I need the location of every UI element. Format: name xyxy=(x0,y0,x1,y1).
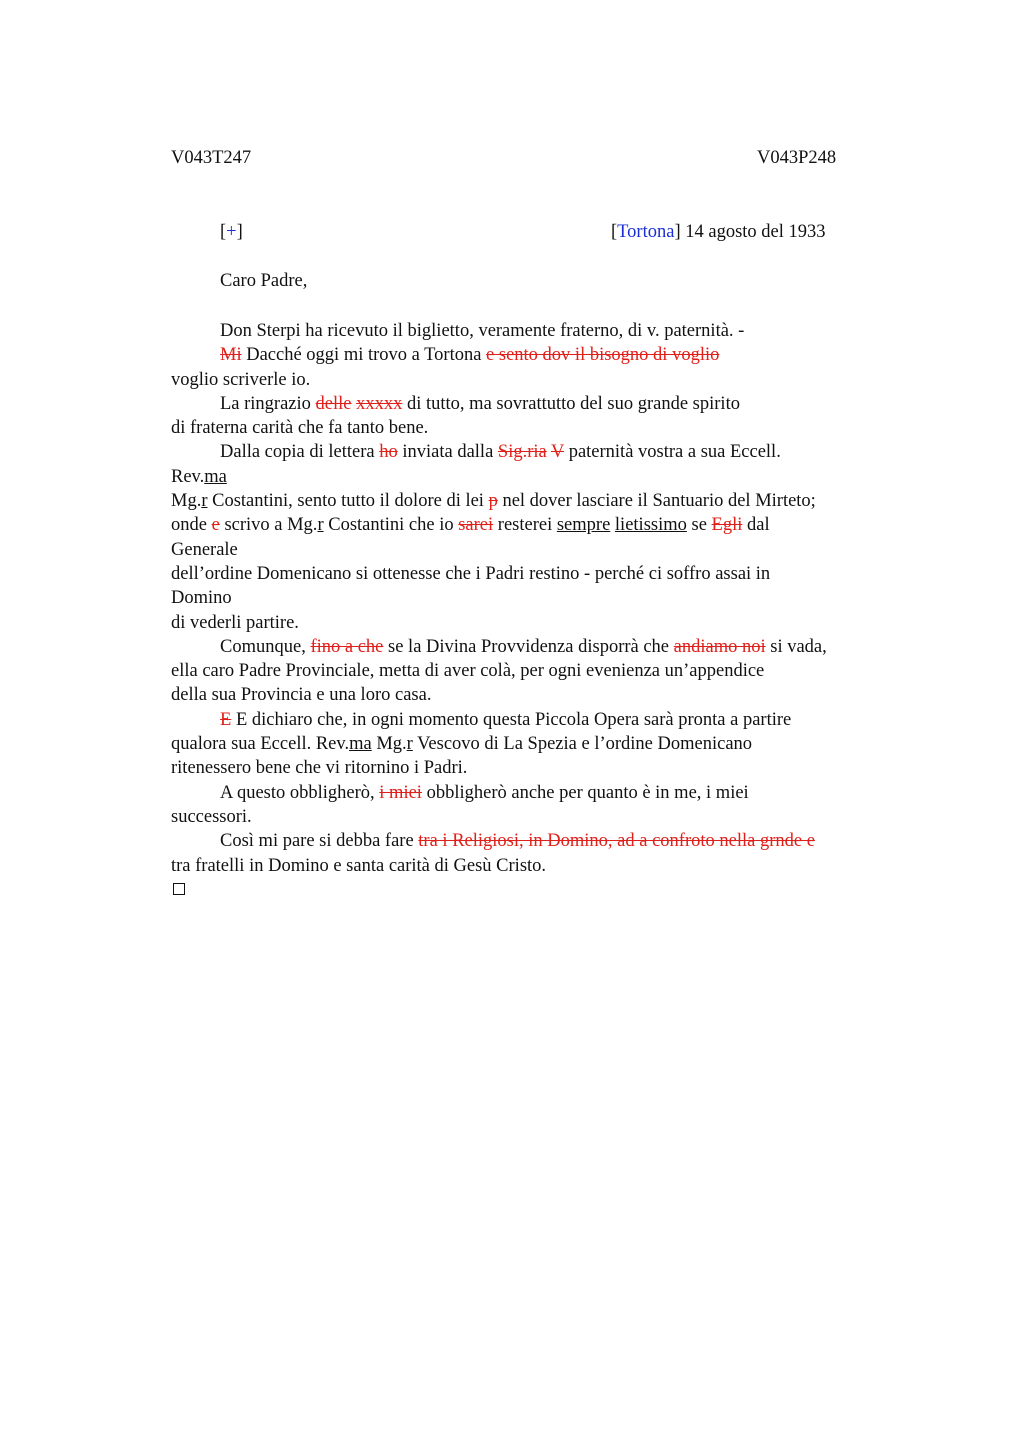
salutation: Caro Padre, xyxy=(220,271,308,291)
underlined-text: ma xyxy=(349,734,372,755)
letter-line: onde e scrivo a Mg.r Costantini che io sarei resterei sempre lietissimo se Egli dal xyxy=(171,515,770,536)
deleted-text: tra i Religiosi, in Domino, ad a confroto nella grnde e xyxy=(418,831,815,852)
letter-line: Così mi pare si debba fare tra i Religiosi, in Domino, ad a confroto nella grnde e xyxy=(220,831,815,852)
deleted-text: p xyxy=(488,491,498,512)
place-name: Tortona xyxy=(617,222,675,242)
deleted-text: e sento dov il bisogno di voglio xyxy=(486,345,720,366)
document-code-right: V043P248 xyxy=(757,148,837,168)
document-code-left: V043T247 xyxy=(171,148,252,168)
deleted-text: fino a che xyxy=(310,636,384,657)
deleted-text: delle xyxy=(315,393,352,414)
cross-symbol: + xyxy=(226,222,237,242)
deleted-text: E xyxy=(220,709,232,730)
letter-line: tra fratelli in Domino e santa carità di Gesù Cristo. xyxy=(171,855,547,876)
letter-line: La ringrazio delle xxxxx di tutto, ma sovrattutto del suo grande spirito xyxy=(220,393,740,414)
letter-line: della sua Provincia e una loro casa. xyxy=(171,685,432,706)
letter-line: di fraterna carità che fa tanto bene. xyxy=(171,418,429,439)
letter-line: dell’ordine Domenicano si ottenesse che i Padri restino - perché ci soffro assai in xyxy=(171,563,771,584)
letter-line: Don Sterpi ha ricevuto il biglietto, veramente fraterno, di v. paternità. - xyxy=(220,321,745,341)
deleted-text: sarei xyxy=(458,515,494,536)
underlined-text: ma xyxy=(204,466,227,487)
letter-line: ritenessero bene che vi ritornino i Padri. xyxy=(171,758,468,779)
underlined-text: lietissimo xyxy=(614,515,687,536)
letter-line: E E dichiaro che, in ogni momento questa Piccola Opera sarà pronta a partire xyxy=(220,709,792,730)
letter-line: Mi Dacché oggi mi trovo a Tortona e sento dov il bisogno di voglio xyxy=(220,345,720,366)
letter-line: ella caro Padre Provinciale, metta di aver colà, per ogni evenienza un’appendice xyxy=(171,661,765,682)
letter-line: Domino xyxy=(171,588,232,609)
letter-body xyxy=(171,319,931,878)
letter-line: Mg.r Costantini, sento tutto il dolore di lei p nel dover lasciare il Santuario del Mirteto; xyxy=(171,491,816,512)
letter-line: successori. xyxy=(171,806,252,827)
underlined-text: r xyxy=(317,515,324,536)
letter-line: Dalla copia di lettera ho inviata dalla Sig.ria V paternità vostra a sua Eccell. xyxy=(220,442,781,463)
letter-line: di vederli partire. xyxy=(171,612,299,633)
letter-line: Comunque, fino a che se la Divina Provvidenza disporrà che andiamo noi si vada, xyxy=(220,636,827,657)
deleted-text: Sig.ria xyxy=(497,442,547,463)
end-box-icon xyxy=(173,883,185,895)
letter-line: A questo obbligherò, i miei obbligherò anche per quanto è in me, i miei xyxy=(220,782,749,803)
deleted-text: ho xyxy=(379,442,398,463)
underlined-text: sempre xyxy=(556,515,611,536)
letter-date: 14 agosto del 1933 xyxy=(680,222,826,242)
underlined-text: r xyxy=(201,491,208,512)
deleted-text: andiamo noi xyxy=(673,636,766,657)
deleted-text: Mi xyxy=(220,345,242,366)
underlined-text: r xyxy=(406,734,413,755)
cross-mark: [+] xyxy=(220,222,243,242)
place-date: [Tortona] 14 agosto del 1933 xyxy=(611,222,826,242)
deleted-text: e xyxy=(211,515,220,536)
deleted-text: Egli xyxy=(711,515,743,536)
deleted-text: i miei xyxy=(379,782,422,803)
deleted-text: xxxxx xyxy=(356,393,403,414)
letter-line: qualora sua Eccell. Rev.ma Mg.r Vescovo di La Spezia e l’ordine Domenicano xyxy=(171,734,753,755)
deleted-text: V xyxy=(551,442,565,463)
letter-line: Generale xyxy=(171,539,238,560)
letter-line: voglio scriverle io. xyxy=(171,369,311,390)
letter-line: Rev.ma xyxy=(171,466,227,487)
